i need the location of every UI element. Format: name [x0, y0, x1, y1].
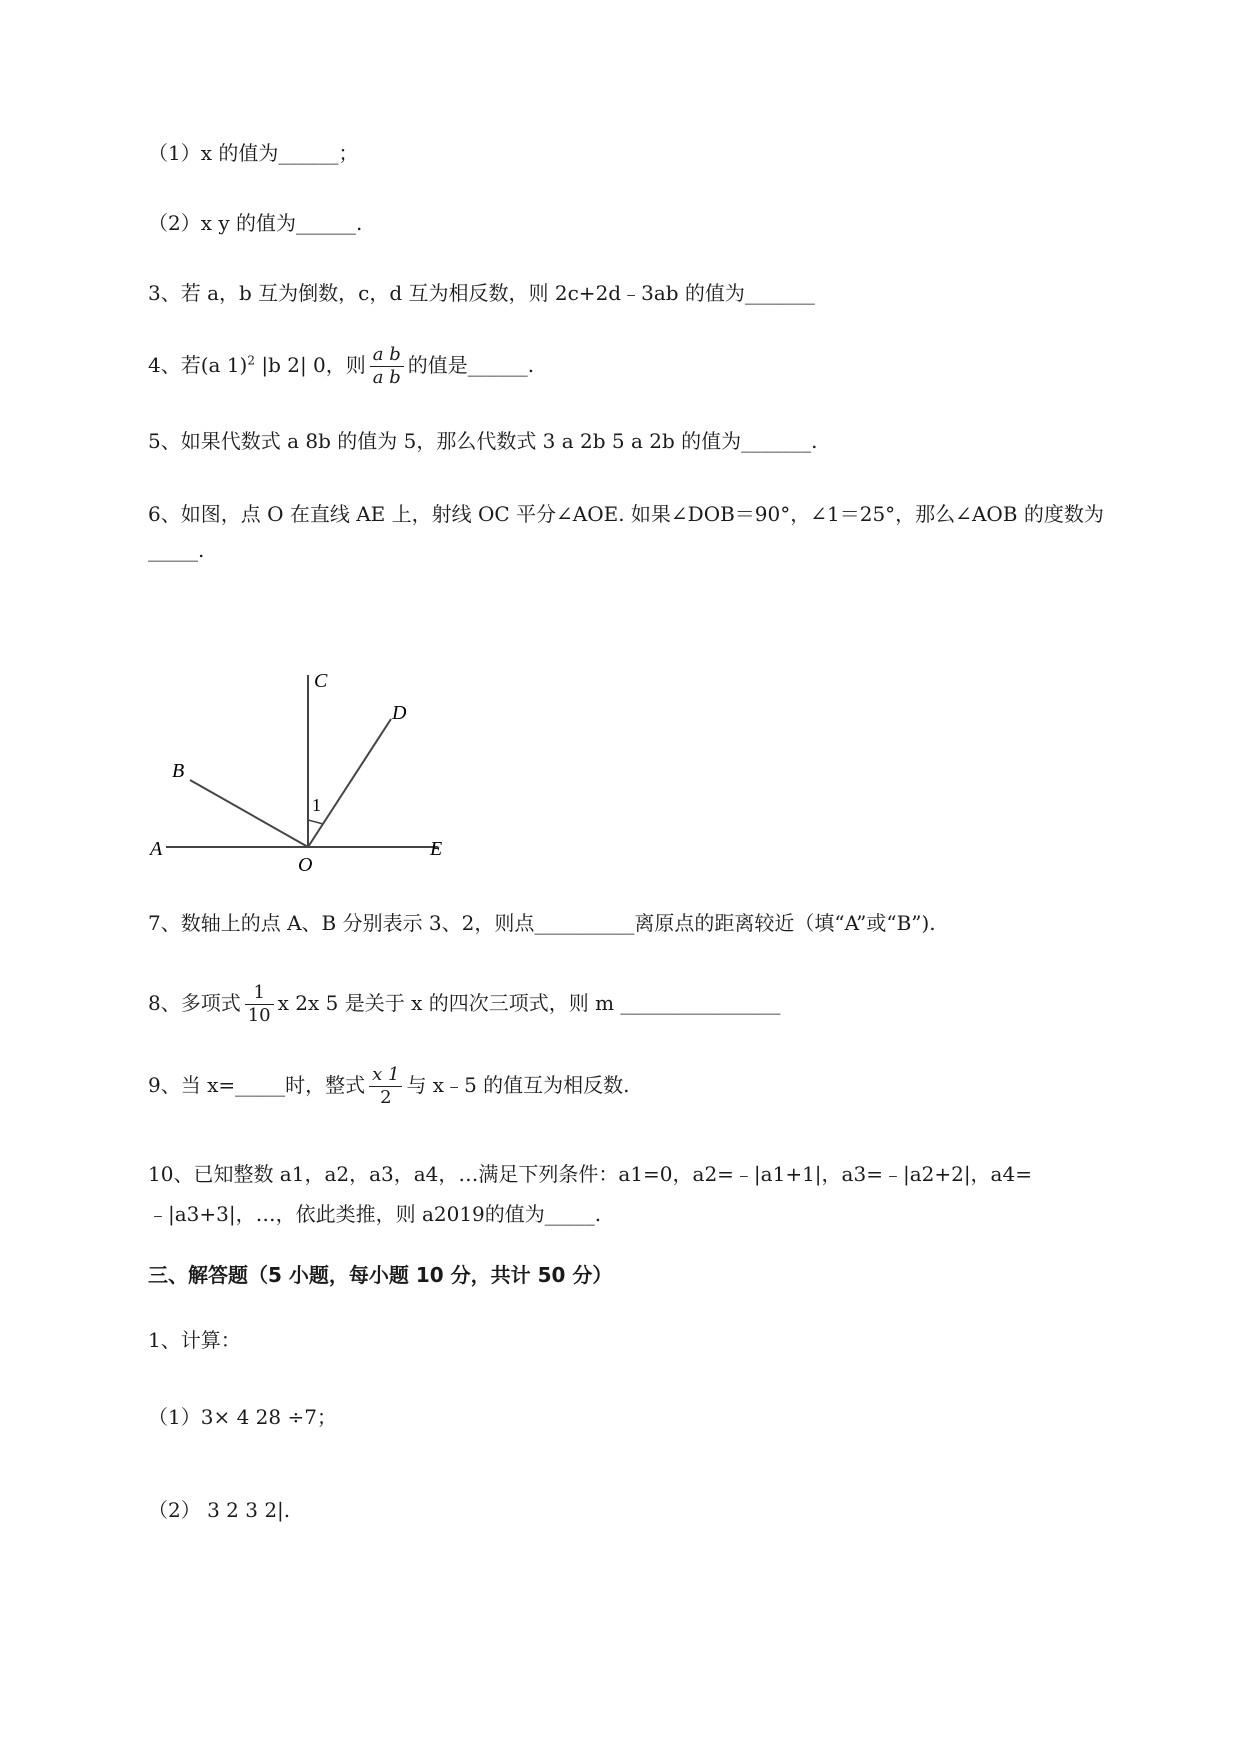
angle-figure: [148, 665, 468, 875]
calc-part-2: （2） 3 2 3 2|.: [148, 1498, 291, 1522]
calc-part-1: （1）3× 4 28 ÷7；: [148, 1405, 337, 1429]
question-5: 5、如果代数式 a 8b 的值为 5，那么代数式 3 a 2b 5 a 2b 的值为_______.: [148, 429, 818, 453]
question-7: 7、数轴上的点 A、B 分别表示 3、2，则点__________离原点的距离较近（填“A”或“B”).: [148, 911, 936, 935]
q9-frac-den: 2: [380, 1087, 392, 1108]
q4-fraction: [370, 344, 404, 389]
q8-prefix: 8、多项式: [148, 991, 241, 1015]
label-b: B: [172, 760, 185, 782]
question-6: 6、如图，点 O 在直线 AE 上，射线 OC 平分∠AOE. 如果∠DOB＝90°，∠1＝25°，那么∠AOB 的度数为_____.: [148, 502, 1104, 562]
ray-od: [308, 719, 391, 847]
label-a: A: [150, 838, 163, 860]
angle-arc: [308, 820, 323, 824]
q4-base: a 1): [208, 353, 248, 377]
q4-frac-den: a b: [372, 367, 401, 388]
q4-prefix: 4、若(: [148, 353, 209, 377]
q9-frac-num: x 1: [369, 1064, 402, 1087]
question-9: [148, 1064, 630, 1109]
q2-part2: （2）x y 的值为______.: [148, 211, 363, 235]
q8-frac-den: 10: [247, 1005, 271, 1026]
question-3: 3、若 a，b 互为倒数，c，d 互为相反数，则 2c+2d﹣3ab 的值为_______: [148, 281, 815, 305]
ray-ob: [190, 780, 308, 847]
q2-part1: （1）x 的值为______；: [148, 141, 359, 165]
question-4: 4、若(a 1)$^2$ |b 2| 0，则 $\frac{\text{a b}}{\text{a b}}$ 的值是______.: [148, 344, 535, 388]
calc-question-1: 1、计算：: [148, 1328, 241, 1352]
label-d: D: [392, 702, 407, 724]
q4-frac-num: a b: [370, 344, 404, 367]
q8-suffix: x 2x 5 是关于 x 的四次三项式，则 m ________________: [277, 991, 781, 1015]
question-10: 10、已知整数 a1，a2，a3，a4，…满足下列条件：a1=0，a2=﹣|a1+1|，a3=﹣|a2+2|，a4=﹣|a3+3|，…，依此类推，则 a2019的值为_____.: [148, 1162, 1032, 1226]
q9-prefix: 9、当 x=_____时，整式: [148, 1073, 366, 1097]
label-e: E: [430, 838, 443, 860]
label-angle-1: 1: [312, 795, 321, 815]
section-3-heading: 三、解答题（5 小题，每小题 10 分，共计 50 分）: [148, 1263, 613, 1287]
q4-abs: |b 2| 0，则: [254, 353, 366, 377]
q8-fraction: [245, 982, 274, 1027]
q4-suffix: 的值是______.: [407, 353, 535, 377]
question-8: [148, 982, 780, 1027]
label-o: O: [298, 854, 313, 875]
q8-frac-num: 1: [245, 982, 274, 1005]
q9-fraction: [369, 1064, 402, 1109]
q9-suffix: 与 x﹣5 的值互为相反数.: [406, 1073, 630, 1097]
label-c: C: [314, 670, 328, 692]
